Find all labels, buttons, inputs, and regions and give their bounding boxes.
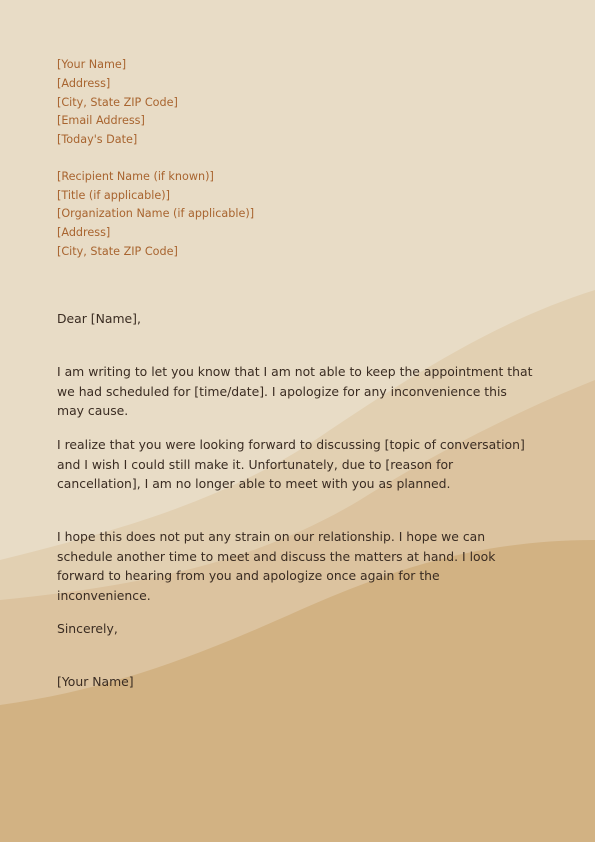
salutation: Dear [Name], — [57, 311, 141, 326]
recipient-name: [Recipient Name (if known)] — [57, 170, 214, 183]
closing: Sincerely, — [57, 621, 118, 636]
recipient-organization: [Organization Name (if applicable)] — [57, 207, 255, 220]
sender-city: [City, State ZIP Code] — [57, 96, 178, 109]
recipient-title: [Title (if applicable)] — [57, 189, 170, 202]
sender-name: [Your Name] — [57, 58, 127, 71]
paragraph-1: I am writing to let you know that I am not able to keep the appointment that we had scheduled for [time/date]. I apologize for any inconvenience this may cause. — [57, 364, 533, 418]
signature: [Your Name] — [57, 674, 134, 689]
sender-date: [Today's Date] — [57, 133, 138, 146]
paragraph-2: I realize that you were looking forward to discussing [topic of conversation] and I wish I could still make it. Unfortunately, due to [reason for cancellation], I am no longer able to meet with you as planned. — [57, 437, 525, 491]
sender-address: [Address] — [57, 77, 111, 90]
sender-email: [Email Address] — [57, 114, 145, 127]
recipient-address: [Address] — [57, 226, 111, 239]
paragraph-3: I hope this does not put any strain on our relationship. I hope we can schedule another time to meet and discuss the matters at hand. I look forward to hearing from you and apologize once again for the inconvenience. — [57, 529, 496, 603]
recipient-city: [City, State ZIP Code] — [57, 245, 178, 258]
